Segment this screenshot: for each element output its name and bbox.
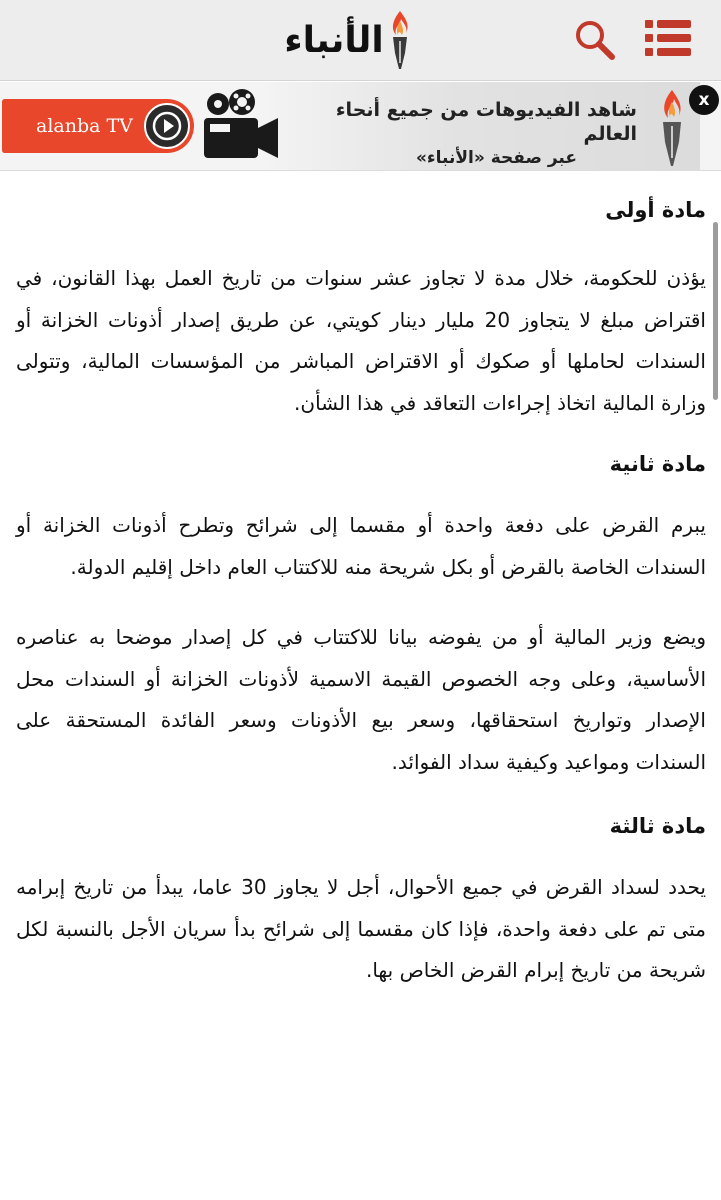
search-button[interactable] <box>573 18 617 62</box>
article-body <box>16 172 706 992</box>
search-icon <box>573 18 617 62</box>
banner-headline: شاهد الفيديوهات من جميع أنحاء العالم <box>335 99 637 145</box>
play-button[interactable] <box>144 103 190 149</box>
play-icon <box>146 105 188 147</box>
site-logo[interactable] <box>254 8 444 74</box>
alanba-tv-button[interactable] <box>2 99 194 153</box>
article-paragraph: يؤذن للحكومة، خلال مدة لا تجاوز عشر سنوات من تاريخ العمل بهذا القانون، في اقتراض مبلغ لا يتجاوز 20 مليار دينار كويتي، عن طريق إصدار أذونات الخزانة أو السندات لحاملها أو صكوك أو الاقتراض المباشر من المؤسسات المالية، وتتولى وزارة المالية اتخاذ إجراءات التعاقد في هذا الشأن. <box>16 266 706 415</box>
pen-flame-icon <box>655 86 689 170</box>
torch-flame-icon <box>386 9 414 73</box>
article-paragraph: يبرم القرض على دفعة واحدة أو مقسما إلى شرائح وتطرح أذونات الخزانة أو السندات الخاصة بالقرض أو بكل شريحة منه للاكتتاب العام داخل إقليم الدولة. <box>16 513 706 579</box>
section-heading: مادة أولى <box>605 198 706 222</box>
menu-button[interactable] <box>645 18 691 58</box>
app-header <box>0 0 721 81</box>
article-paragraph: يحدد لسداد القرض في جميع الأحوال، أجل لا يجاوز 30 عاما، يبدأ من تاريخ إبرامه متى تم على دفعة واحدة، فإذا كان مقسما إلى شرائح بدأ سريان الأجل بالنسبة لكل شريحة من تاريخ إبرام القرض الخاص بها. <box>16 875 707 982</box>
tv-label: alanba TV <box>36 115 133 137</box>
menu-icon <box>645 18 691 58</box>
article-paragraph: ويضع وزير المالية أو من يفوضه بيانا للاكتتاب في كل إصدار موضحا به عناصره الأساسية، وعلى وجه الخصوص القيمة الاسمية لأذونات الخزانة أو السندات محل الإصدار وتواريخ استحقاقها، وسعر بيع الأذونات وسعر الفائدة المستحقة على السندات ومواعيد وكيفية سداد الفوائد. <box>16 625 706 774</box>
section-heading: مادة ثانية <box>609 452 706 476</box>
scrollbar[interactable] <box>713 222 718 400</box>
banner-message <box>277 98 637 170</box>
section-heading: مادة ثالثة <box>609 814 706 838</box>
close-banner-button[interactable]: x <box>689 85 719 115</box>
film-camera-icon <box>202 86 280 164</box>
banner-subline: عبر صفحة «الأنباء» <box>415 148 577 168</box>
logo-text: الأنباء <box>284 20 384 61</box>
